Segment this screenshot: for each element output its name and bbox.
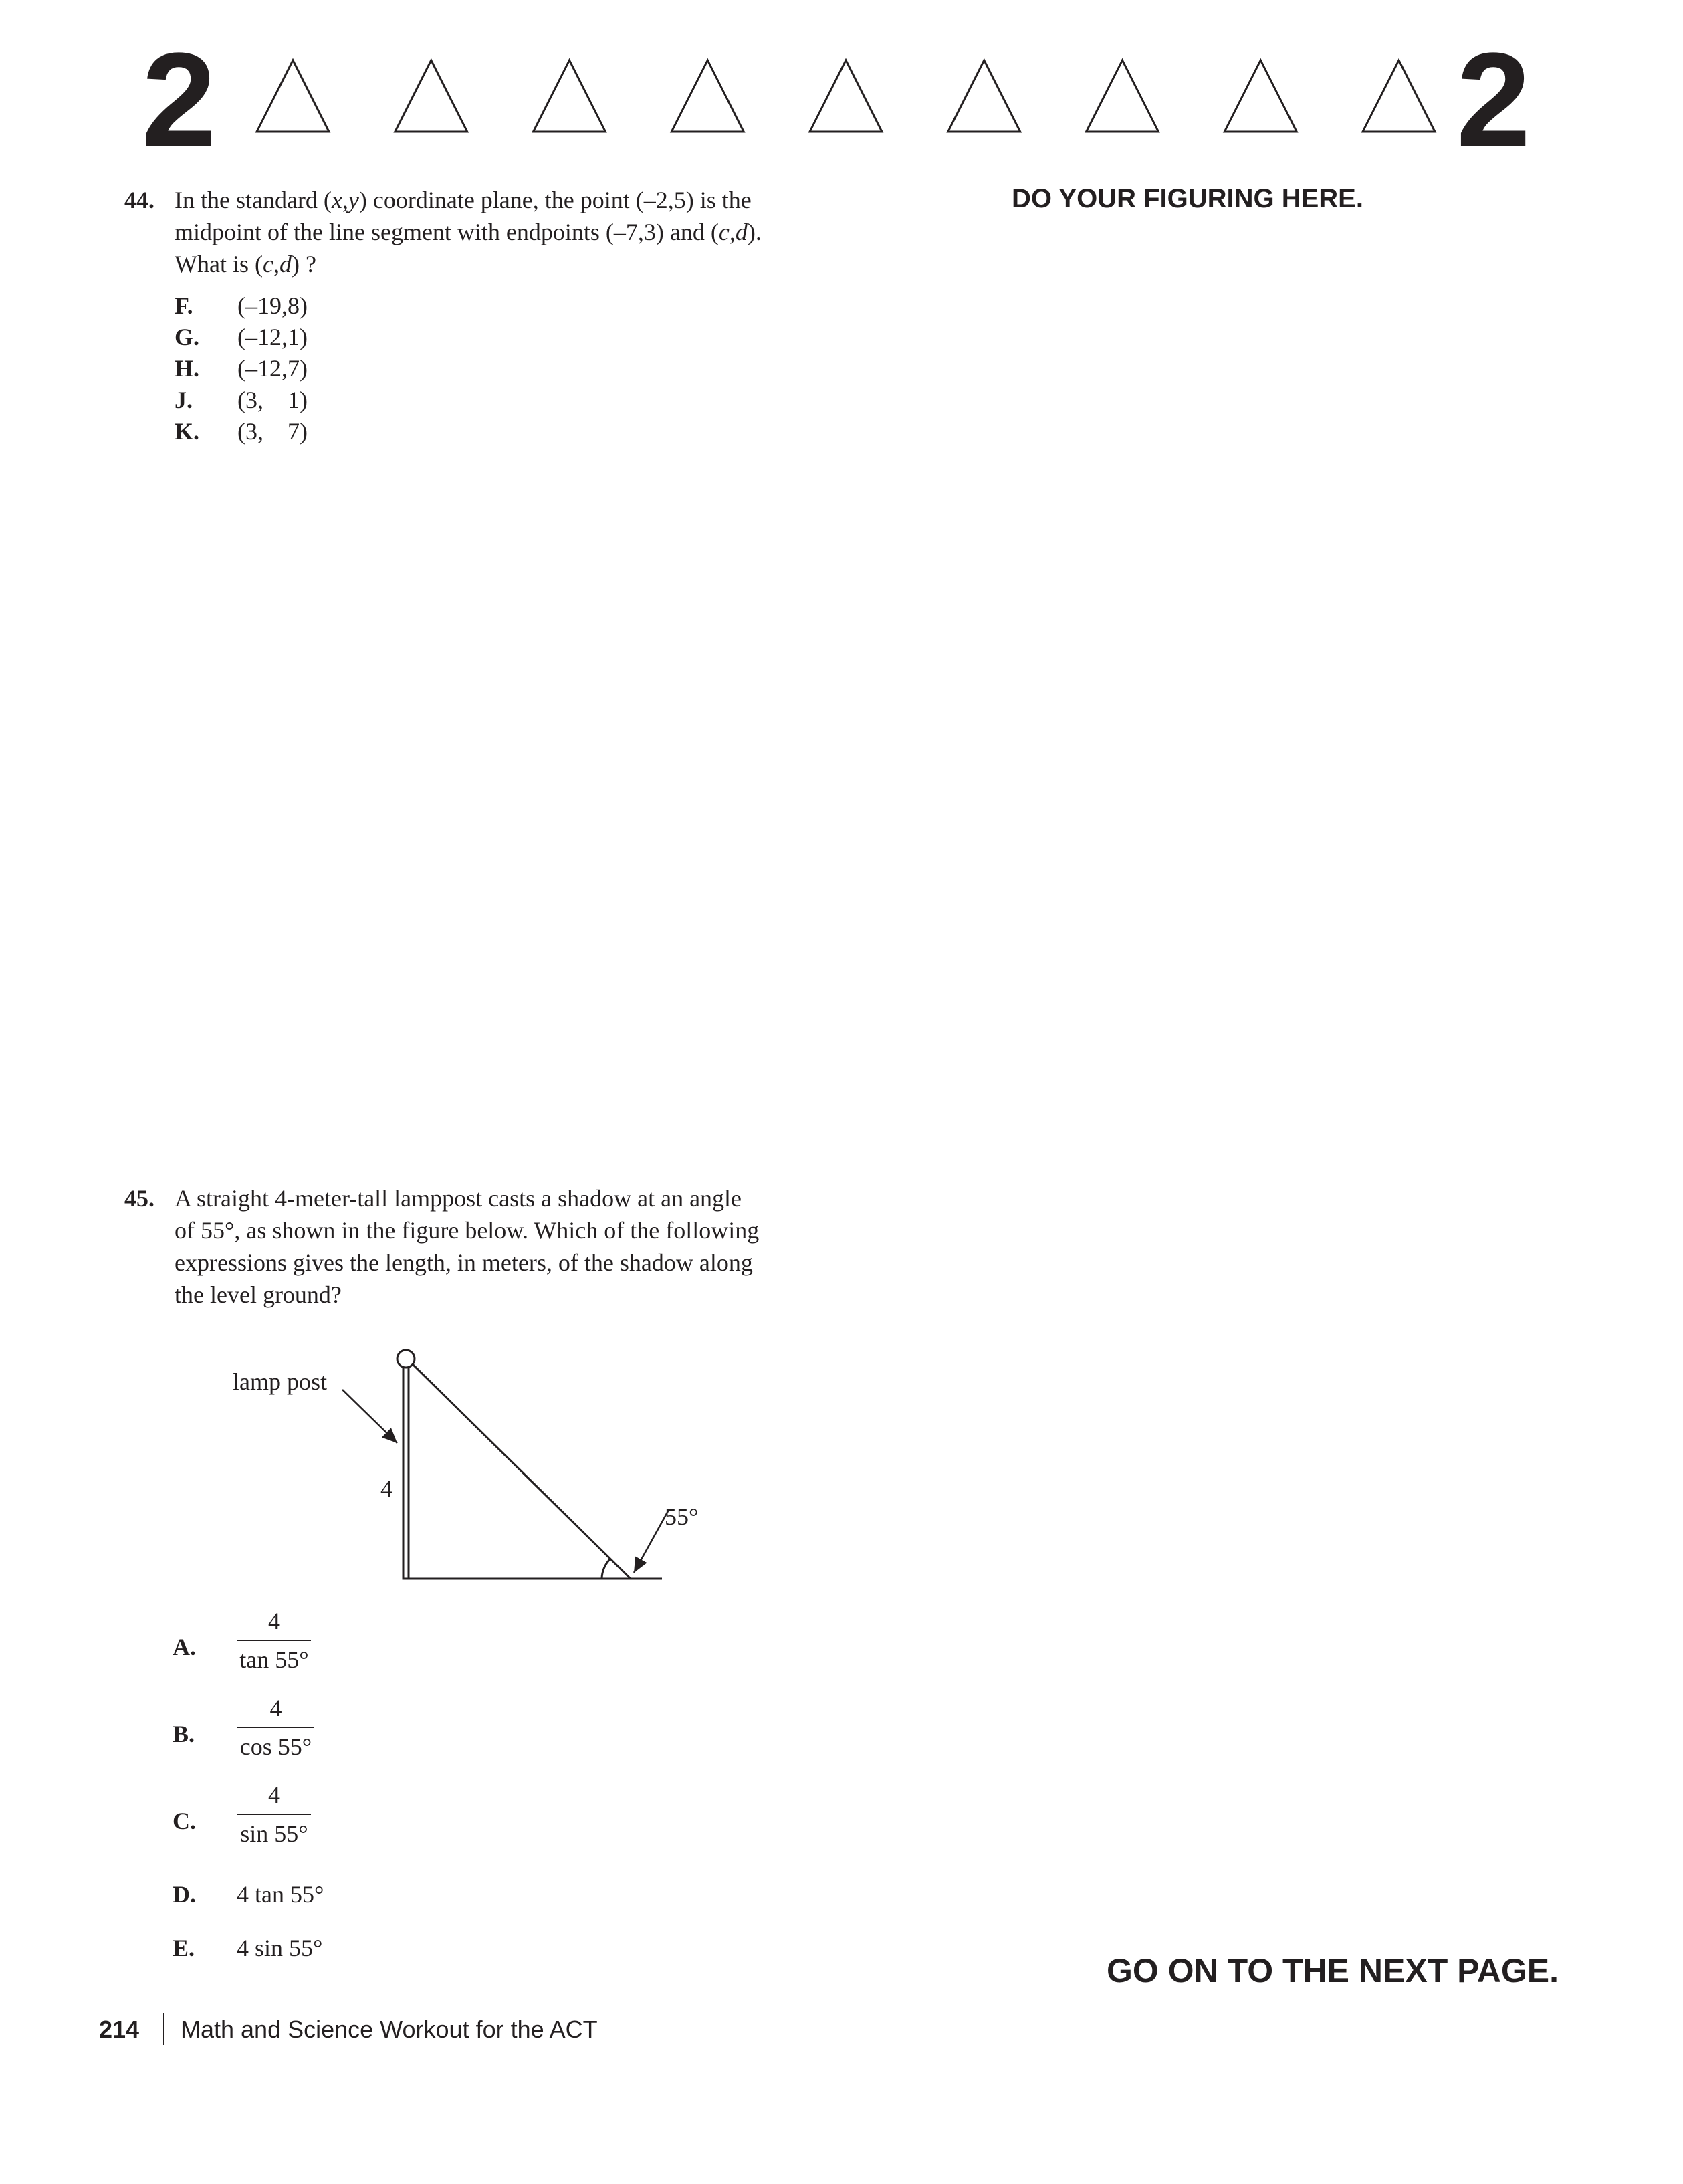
fraction-bar — [237, 1640, 311, 1641]
option-letter: F. — [175, 292, 193, 319]
option-text: (–12,7) — [237, 355, 308, 382]
option-text: (3, 7) — [237, 418, 308, 445]
angle-label-arrow — [634, 1510, 669, 1573]
q44-line: What is (c,d) ? — [175, 251, 316, 278]
option-text: (–12,1) — [237, 324, 308, 350]
angle-label: 55° — [665, 1503, 699, 1530]
q45-line: the level ground? — [175, 1281, 342, 1308]
option-letter: E. — [173, 1935, 195, 1961]
page-number: 214 — [99, 2015, 140, 2043]
q45-line: expressions gives the length, in meters, of the shadow along — [175, 1249, 753, 1276]
fraction-bar — [237, 1814, 311, 1815]
shadow-ray — [413, 1364, 631, 1579]
angle-arc — [602, 1559, 610, 1579]
fraction-denominator: cos 55° — [239, 1733, 312, 1760]
figuring-label: DO YOUR FIGURING HERE. — [1012, 184, 1363, 213]
q45-line: of 55°, as shown in the figure below. Which of the following — [175, 1217, 760, 1244]
go-on-next-page: GO ON TO THE NEXT PAGE. — [1107, 1952, 1559, 1989]
q45-option-e[interactable] — [173, 1932, 322, 1964]
post-label-arrow — [342, 1390, 397, 1443]
q44-number: 44. — [124, 187, 154, 213]
option-text: (–19,8) — [237, 292, 308, 319]
lamp-post — [403, 1366, 409, 1579]
q45-option-c-fraction[interactable] — [237, 1780, 311, 1848]
q44-line: In the standard (x,y) coordinate plane, the point (–2,5) is the — [175, 187, 752, 213]
q45-number: 45. — [124, 1185, 154, 1212]
option-letter: J. — [175, 387, 193, 413]
option-text: (3, 1) — [237, 387, 308, 413]
q45-option-b-letter[interactable]: B. — [173, 1721, 195, 1747]
option-letter: G. — [175, 324, 200, 350]
section-number-left: 2 — [142, 25, 217, 175]
option-text: 4 sin 55° — [237, 1935, 323, 1961]
footer-divider — [163, 2013, 164, 2045]
q45-line: A straight 4-meter-tall lamppost casts a shadow at an angle — [175, 1185, 742, 1212]
post-label: lamp post — [233, 1368, 327, 1395]
fraction-numerator: 4 — [268, 1781, 280, 1808]
fraction-denominator: tan 55° — [239, 1646, 309, 1673]
book-title: Math and Science Workout for the ACT — [181, 2015, 598, 2043]
height-label: 4 — [380, 1475, 392, 1502]
fraction-denominator: sin 55° — [240, 1820, 308, 1847]
q44-line: midpoint of the line segment with endpoints (–7,3) and (c,d). — [175, 219, 762, 245]
section-number-right: 2 — [1456, 25, 1531, 175]
q45-option-a-letter[interactable]: A. — [173, 1634, 196, 1660]
q45-option-a-fraction[interactable] — [237, 1606, 311, 1674]
q45-option-b-fraction[interactable] — [237, 1693, 314, 1761]
fraction-numerator: 4 — [268, 1608, 280, 1634]
option-letter: H. — [175, 355, 200, 382]
option-letter: D. — [173, 1881, 196, 1908]
fraction-numerator: 4 — [269, 1695, 282, 1721]
q45-option-d[interactable] — [173, 1878, 324, 1910]
option-letter: K. — [175, 418, 200, 445]
q45-option-c-letter[interactable]: C. — [173, 1808, 196, 1834]
option-text: 4 tan 55° — [237, 1881, 324, 1908]
fraction-bar — [237, 1727, 314, 1728]
